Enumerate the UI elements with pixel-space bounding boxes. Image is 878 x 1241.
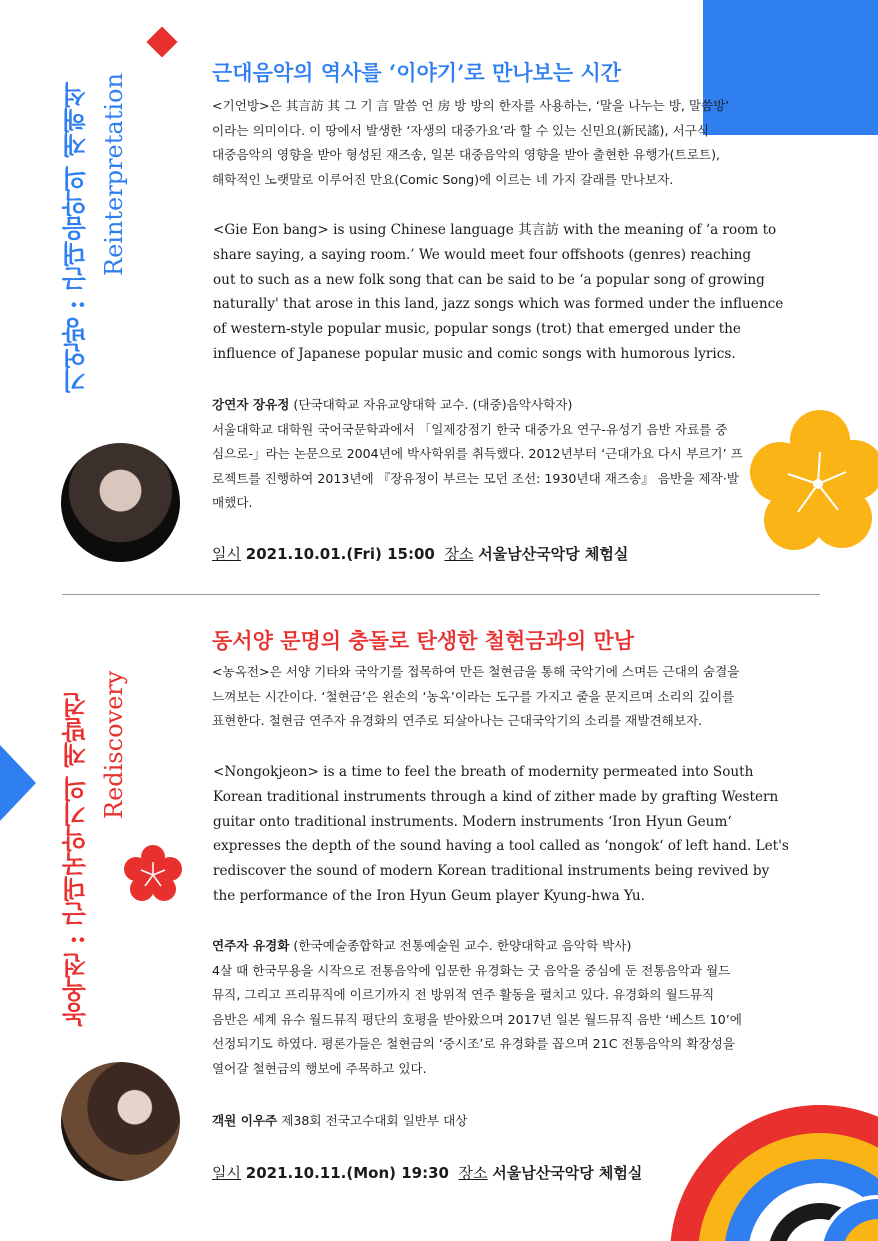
section2-vertical-title-ko: 농옥전 : 근대국악기의 재발견 [61,692,90,1028]
performer-block [212,934,812,1081]
desc-line: influence of Japanese popular music and comic songs with humorous lyrics. [213,345,736,362]
bio-line: 선정되기도 하였다. 평론가들은 철현금의 ‘중시조’로 유경화를 꼽으며 21C 전통음악의 확장성을 [212,1036,735,1051]
desc-line: 대중음악의 영향을 받아 형성된 재즈송, 일본 대중음악의 영향을 받아 출현한 유행가(트로트), [212,147,720,162]
section1-title: 근대음악의 역사를 ‘이야기’로 만나보는 시간 [212,60,622,85]
performer-label: 연주자 유경화 [212,938,290,953]
section1-vertical-title-en: Reinterpretation [100,73,128,277]
bio-line: 심으로-」라는 논문으로 2004년에 박사학위를 취득했다. 2012년부터 ‘근대가요 다시 부르기’ 프 [212,446,743,461]
desc-line: the performance of the Iron Hyun Geum player Kyung-hwa Yu. [213,887,645,904]
performer-photo [61,1062,180,1181]
section2-desc-en [213,760,823,909]
bio-line: 열어갈 철현금의 행보에 주목하고 있다. [212,1060,427,1076]
section2-vertical-title-en: Rediscovery [100,670,128,820]
bio-line: 로젝트를 진행하여 2013년에 『장유정이 부르는 모던 조선: 1930년대 재즈송』 음반을 제작·발 [212,470,739,486]
desc-line: 이라는 의미이다. 이 땅에서 발생한 ‘자생의 대중가요’라 할 수 있는 신민요(新民謠), 서구식 [212,122,709,138]
desc-line: 해학적인 노랫말로 이루어진 만요(Comic Song)에 이르는 네 가지 갈래를 만나보자. [212,171,674,187]
desc-line: 느껴보는 시간이다. ‘철현금’은 왼손의 ‘농옥’이라는 도구를 가지고 줄을 문지르며 소리의 깊이를 [212,688,735,704]
desc-line: Korean traditional instruments through a kind of zither made by grafting Western [213,788,779,805]
desc-line: guitar onto traditional instruments. Modern instruments ‘Iron Hyun Geum‘ [213,813,732,830]
bio-line: 뮤직, 그리고 프리뮤직에 이르기까지 전 방위적 연주 활동을 펼치고 있다. 유경화의 월드뮤직 [212,987,715,1002]
section1-vertical-title-ko: 기언방 : 근대음악의 재해석 [61,82,90,393]
desc-line: <농옥전>은 서양 기타와 국악기를 접목하여 만든 철현금을 통해 국악기에 스며든 근대의 숨결을 [212,664,740,679]
date-label: 일시 [212,545,241,563]
section2-title: 동서양 문명의 충돌로 탄생한 철현금과의 만남 [212,628,634,653]
blue-triangle-shape [0,745,36,821]
lecturer-label: 강연자 장유정 [212,397,290,412]
desc-line: <기언방>은 其言訪 其 그 기 言 말씀 언 房 방 방의 한자를 사용하는, ‘말을 나누는 방, 말씀방’ [212,98,730,113]
desc-line: naturally' that arose in this land, jazz songs which was formed under the influence [213,296,784,313]
date-value: 2021.10.11.(Mon) 19:30 [245,1164,449,1182]
desc-line: of western-style popular music, popular songs (trot) that emerged under the [213,321,741,338]
place-value: 서울남산국악당 체험실 [478,545,629,563]
lecturer-block [212,393,812,516]
section2-schedule [212,1162,642,1183]
desc-line: expresses the depth of the sound having a tool called as ‘nongok‘ of left hand. Let's [213,838,789,855]
place-value: 서울남산국악당 체험실 [492,1164,643,1182]
guest-label: 객원 이우주 [212,1113,278,1128]
guest-description: 제38회 전국고수대회 일반부 대상 [281,1113,468,1128]
desc-line: out to such as a new folk song that can be said to be ‘a popular song of growing [213,271,765,288]
date-label: 일시 [212,1164,241,1182]
section-divider [62,594,820,595]
red-plum-flower-icon [124,845,182,903]
bio-line: 4살 때 한국무용을 시작으로 전통음악에 입문한 유경화는 굿 음악을 중심에 둔 전통음악과 월드 [212,962,731,978]
desc-line: rediscover the sound of modern Korean traditional instruments being revived by [213,863,770,880]
lecturer-photo [61,443,180,562]
section1-schedule [212,543,628,564]
desc-line: <Gie Eon bang> is using Chinese language 其言訪 with the meaning of ‘a room to [213,222,777,238]
place-label: 장소 [444,545,474,563]
lecturer-affiliation: (단국대학교 자유교양대학 교수. (대중)음악사학자) [293,397,573,412]
desc-line: 표현한다. 철현금 연주자 유경화의 연주로 되살아나는 근대국악기의 소리를 재발견해보자. [212,713,703,728]
section2-desc-ko [212,660,812,734]
place-label: 장소 [458,1164,488,1182]
bio-line: 음반은 세계 유수 월드뮤직 평단의 호평을 받아왔으며 2017년 일본 월드뮤직 음반 ‘베스트 10’에 [212,1011,742,1027]
bio-line: 매했다. [212,495,253,510]
red-diamond-shape [146,26,177,57]
guest-block [212,1109,812,1134]
performer-affiliation: (한국예술종합학교 전통예술원 교수. 한양대학교 음악학 박사) [293,938,632,953]
bio-line: 서울대학교 대학원 국어국문학과에서 「일제강점기 한국 대중가요 연구-유성기 음반 자료를 중 [212,421,728,437]
desc-line: share saying, a saying room.’ We would meet four offshoots (genres) reaching [213,246,752,263]
section1-desc-en [213,218,823,367]
section1-desc-ko [212,94,812,192]
desc-line: <Nongokjeon> is a time to feel the breath of modernity permeated into South [213,764,754,780]
date-value: 2021.10.01.(Fri) 15:00 [245,545,435,563]
